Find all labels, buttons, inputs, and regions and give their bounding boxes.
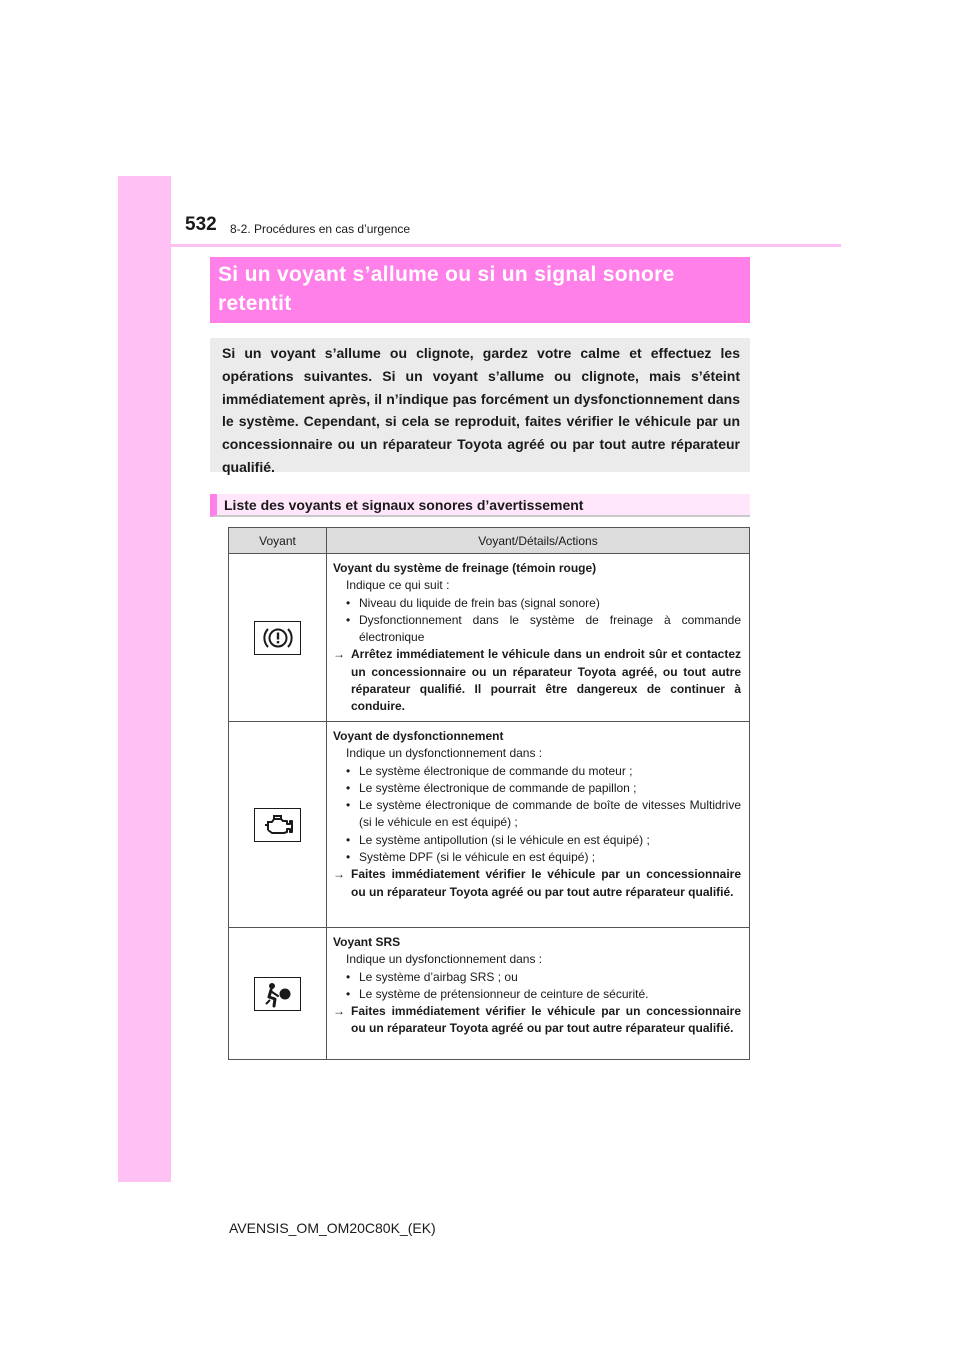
item-lead: Indique un dysfonctionnement dans :	[346, 746, 543, 761]
list-item: • Dysfonctionnement dans le système de freinage à commande électronique	[346, 612, 741, 647]
item-title: Voyant de dysfonctionnement	[333, 729, 504, 743]
list-item: • Le système électronique de commande du moteur ;	[346, 763, 741, 780]
srs-airbag-icon	[254, 977, 301, 1011]
list-item: • Le système électronique de commande de boîte de vitesses Multidrive (si le véhicule en est équipé) ;	[346, 797, 741, 832]
column-header-voyant: Voyant	[229, 528, 327, 554]
table-header-row	[229, 528, 750, 554]
engine-malfunction-icon	[254, 808, 301, 842]
header-divider	[171, 244, 841, 247]
action-text	[333, 866, 741, 901]
details-cell	[327, 722, 750, 928]
arrow-icon: →	[333, 647, 345, 662]
list-item: • Niveau du liquide de frein bas (signal sonore)	[346, 595, 741, 612]
action-label: Arrêtez immédiatement le véhicule dans un endroit sûr et contactez un concessionnaire ou un réparateur Toyota agréé, ou tout autre réparateur qualifié. Il pourrait être dangereux de continuer à conduire.	[351, 647, 741, 714]
sidebar-tab	[118, 176, 171, 1182]
list-item: • Le système de prétensionneur de ceinture de sécurité.	[346, 986, 741, 1003]
section-title: Si un voyant s’allume ou si un signal sonore retentit	[210, 257, 750, 323]
item-title: Voyant SRS	[333, 935, 401, 949]
list-item: • Le système électronique de commande de papillon ;	[346, 780, 741, 797]
item-lead: Indique un dysfonctionnement dans :	[346, 952, 543, 967]
item-lead: Indique ce qui suit :	[346, 578, 450, 593]
intro-paragraph: Si un voyant s’allume ou clignote, gardez votre calme et effectuez les opérations suivantes. Si un voyant s’allume ou clignote, mais s’éteint immédiatement après, il n’indique pas forcément un dysfonctionnement dans le système. Cependant, si cela se reproduit, faites vérifier le véhicule par un concessionnaire ou un réparateur Toyota agréé ou par tout autre réparateur qualifié.	[210, 338, 750, 472]
arrow-icon: →	[333, 867, 345, 882]
column-header-details: Voyant/Détails/Actions	[327, 528, 750, 554]
bullet-list	[333, 969, 741, 1004]
warning-lights-table	[228, 527, 750, 1060]
brake-warning-icon	[254, 621, 301, 655]
page-number: 532	[185, 214, 217, 235]
document-code: AVENSIS_OM_OM20C80K_(EK)	[229, 1220, 436, 1236]
action-label: Faites immédiatement vérifier le véhicule par un concessionnaire ou un réparateur Toyota agréé ou par tout autre réparateur qualifié.	[351, 867, 741, 899]
action-text	[333, 646, 741, 715]
list-item: • Système DPF (si le véhicule en est équipé) ;	[346, 849, 741, 866]
item-title: Voyant du système de freinage (témoin rouge)	[333, 561, 597, 575]
action-label: Faites immédiatement vérifier le véhicule par un concessionnaire ou un réparateur Toyota agréé ou par tout autre réparateur qualifié.	[351, 1004, 741, 1036]
icon-cell	[229, 928, 327, 1060]
breadcrumb: 8-2. Procédures en cas d’urgence	[230, 222, 411, 236]
table-row	[229, 722, 750, 928]
icon-cell	[229, 554, 327, 722]
icon-cell	[229, 722, 327, 928]
bullet-list	[333, 763, 741, 867]
table-row	[229, 554, 750, 722]
details-cell	[327, 554, 750, 722]
table-row	[229, 928, 750, 1060]
list-item: • Le système d’airbag SRS ; ou	[346, 969, 741, 986]
list-item: • Le système antipollution (si le véhicule en est équipé) ;	[346, 832, 741, 849]
arrow-icon: →	[333, 1004, 345, 1019]
bullet-list	[333, 595, 741, 647]
details-cell	[327, 928, 750, 1060]
action-text	[333, 1003, 741, 1038]
subsection-title: Liste des voyants et signaux sonores d’avertissement	[210, 494, 750, 517]
